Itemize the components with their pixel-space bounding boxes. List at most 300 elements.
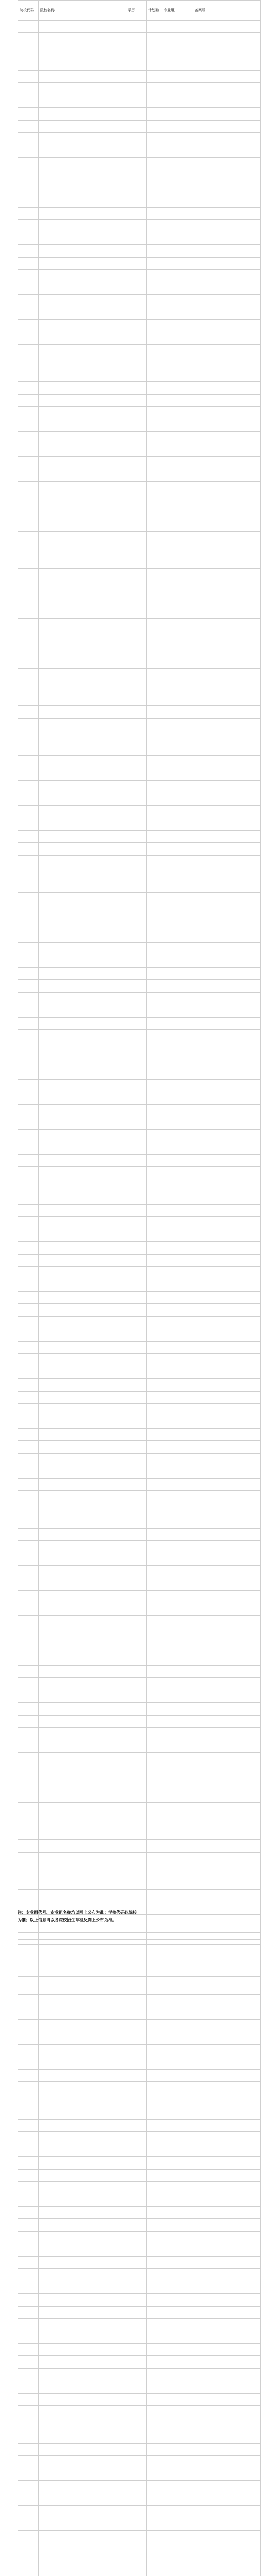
table-cell — [126, 132, 147, 145]
table-cell — [126, 1304, 147, 1316]
table-row — [18, 282, 261, 294]
table-cell — [162, 1753, 193, 1765]
table-cell — [147, 2493, 162, 2505]
table-cell — [39, 120, 126, 132]
college-table-top — [18, 0, 260, 1977]
table-cell — [162, 2468, 193, 2481]
table-row — [18, 2381, 261, 2393]
table-cell — [18, 706, 39, 718]
table-cell — [126, 369, 147, 382]
table-cell — [162, 2505, 193, 2518]
table-cell — [147, 743, 162, 755]
table-cell — [126, 1516, 147, 1528]
table-cell — [193, 382, 261, 394]
table-cell — [39, 21, 126, 33]
table-cell — [126, 1055, 147, 1067]
table-cell — [39, 2306, 126, 2318]
table-cell — [18, 1970, 39, 1982]
table-cell — [147, 2020, 162, 2032]
table-cell — [39, 2468, 126, 2481]
table-row — [18, 1453, 261, 1466]
table-cell — [147, 1957, 162, 1970]
table-cell — [39, 2331, 126, 2344]
table-cell — [126, 619, 147, 631]
table-cell — [39, 893, 126, 905]
table-cell — [193, 1566, 261, 1578]
table-cell — [39, 1329, 126, 1341]
table-cell — [39, 2455, 126, 2468]
table-cell — [162, 1957, 193, 1970]
table-cell — [162, 2244, 193, 2256]
table-row — [18, 1765, 261, 1777]
table-cell — [162, 170, 193, 182]
table-row — [18, 307, 261, 319]
table-cell — [126, 2493, 147, 2505]
table-cell — [39, 2269, 126, 2281]
table-cell — [39, 1827, 126, 1840]
table-cell — [147, 170, 162, 182]
table-cell — [193, 1129, 261, 1142]
table-cell — [126, 1865, 147, 1877]
table-cell — [18, 1167, 39, 1179]
table-cell — [147, 1827, 162, 1840]
table-cell — [147, 45, 162, 58]
table-cell — [147, 120, 162, 132]
college-table-bottom — [18, 1932, 261, 2576]
table-cell — [162, 182, 193, 195]
table-cell — [147, 2294, 162, 2306]
table-row — [18, 506, 261, 519]
table-cell — [18, 880, 39, 892]
table-row — [18, 1179, 261, 1192]
table-cell — [39, 1254, 126, 1266]
table-cell — [18, 1055, 39, 1067]
table-cell — [193, 1117, 261, 1129]
table-cell — [39, 2493, 126, 2505]
table-row — [18, 855, 261, 868]
table-cell — [126, 1329, 147, 1341]
table-cell — [162, 1540, 193, 1553]
table-cell — [193, 2244, 261, 2256]
table-cell — [39, 207, 126, 219]
table-cell — [126, 2007, 147, 2020]
table-cell — [162, 1727, 193, 1740]
table-row — [18, 1665, 261, 1677]
table-cell — [147, 469, 162, 481]
table-row — [18, 432, 261, 444]
table-row — [18, 70, 261, 82]
table-cell — [162, 1994, 193, 2007]
table-row — [18, 1957, 261, 1970]
table-cell — [39, 2070, 126, 2082]
table-cell — [147, 955, 162, 968]
table-cell — [126, 768, 147, 781]
table-cell — [193, 668, 261, 681]
table-cell — [39, 992, 126, 1005]
table-cell — [39, 344, 126, 357]
table-cell — [162, 1616, 193, 1628]
table-cell — [18, 1503, 39, 1516]
table-cell — [162, 406, 193, 419]
table-row — [18, 1354, 261, 1366]
table-cell — [39, 718, 126, 731]
table-cell — [18, 1827, 39, 1840]
table-cell — [18, 1067, 39, 1079]
table-cell — [39, 269, 126, 282]
table-cell — [39, 1840, 126, 1852]
table-cell — [147, 918, 162, 930]
table-row — [18, 1167, 261, 1179]
table-cell — [126, 2157, 147, 2169]
table-cell — [162, 1790, 193, 1802]
table-cell — [18, 992, 39, 1005]
table-cell — [162, 992, 193, 1005]
table-cell — [126, 1553, 147, 1566]
table-cell — [18, 2194, 39, 2206]
table-cell — [126, 2431, 147, 2443]
table-cell — [18, 494, 39, 506]
table-cell — [162, 1441, 193, 1453]
table-cell — [39, 419, 126, 432]
table-cell — [126, 282, 147, 294]
table-row — [18, 681, 261, 693]
table-cell — [126, 818, 147, 831]
table-cell — [193, 2181, 261, 2194]
table-row — [18, 2406, 261, 2418]
table-cell — [18, 556, 39, 569]
table-cell — [39, 544, 126, 556]
table-row — [18, 569, 261, 581]
table-cell — [147, 2181, 162, 2194]
table-cell — [147, 1994, 162, 2007]
table-cell — [39, 1466, 126, 1478]
table-cell — [193, 120, 261, 132]
table-cell — [147, 2431, 162, 2443]
table-cell — [162, 1005, 193, 1017]
table-row — [18, 2119, 261, 2131]
table-cell — [162, 1403, 193, 1416]
table-row — [18, 781, 261, 793]
table-cell — [147, 456, 162, 469]
table-row — [18, 1616, 261, 1628]
table-cell — [147, 2119, 162, 2131]
table-row — [18, 2368, 261, 2381]
table-cell — [18, 21, 39, 33]
table-cell — [126, 1391, 147, 1403]
table-cell — [39, 1690, 126, 1703]
table-cell — [18, 1777, 39, 1790]
table-cell — [162, 2007, 193, 2020]
table-cell — [162, 2368, 193, 2381]
table-cell — [39, 756, 126, 768]
table-row — [18, 1945, 261, 1957]
table-cell — [193, 2294, 261, 2306]
table-cell — [193, 295, 261, 307]
table-cell — [18, 220, 39, 232]
table-cell — [126, 643, 147, 656]
table-cell — [126, 2294, 147, 2306]
table-cell — [162, 544, 193, 556]
table-cell — [39, 1429, 126, 1441]
table-cell — [126, 1042, 147, 1055]
table-cell — [18, 2219, 39, 2231]
table-cell — [193, 2269, 261, 2281]
table-cell — [126, 2281, 147, 2294]
table-cell — [193, 1379, 261, 1391]
table-cell — [18, 1566, 39, 1578]
table-cell — [147, 2194, 162, 2206]
table-cell — [126, 1079, 147, 1092]
table-cell — [193, 58, 261, 70]
table-cell — [126, 1628, 147, 1640]
table-cell — [126, 406, 147, 419]
table-cell — [39, 1279, 126, 1291]
table-cell — [18, 1018, 39, 1030]
table-cell — [147, 619, 162, 631]
table-cell — [18, 1578, 39, 1590]
table-row — [18, 805, 261, 818]
table-cell — [39, 942, 126, 955]
table-cell — [193, 1030, 261, 1042]
table-cell — [126, 668, 147, 681]
table-row — [18, 992, 261, 1005]
table-cell — [39, 905, 126, 918]
table-cell — [193, 1279, 261, 1291]
table-cell — [39, 1777, 126, 1790]
table-cell — [162, 1067, 193, 1079]
table-cell — [18, 2082, 39, 2094]
table-cell — [147, 1840, 162, 1852]
table-cell — [147, 631, 162, 643]
table-cell — [126, 1254, 147, 1266]
table-cell — [162, 506, 193, 519]
table-cell — [193, 805, 261, 818]
table-cell — [126, 594, 147, 606]
table-cell — [18, 1217, 39, 1229]
table-cell — [193, 2119, 261, 2131]
table-cell — [39, 1167, 126, 1179]
table-cell — [162, 980, 193, 992]
table-cell — [126, 1229, 147, 1242]
table-row — [18, 718, 261, 731]
table-cell — [39, 1982, 126, 1994]
table-cell — [18, 1703, 39, 1715]
table-row — [18, 2207, 261, 2219]
table-cell — [162, 1316, 193, 1329]
table-row — [18, 2169, 261, 2181]
table-cell — [162, 1329, 193, 1341]
table-cell — [193, 1540, 261, 1553]
table-cell — [193, 2231, 261, 2244]
table-cell — [126, 955, 147, 968]
table-cell — [126, 1777, 147, 1790]
table-cell — [18, 108, 39, 120]
table-cell — [18, 432, 39, 444]
table-cell — [18, 1765, 39, 1777]
table-cell — [147, 1790, 162, 1802]
table-cell — [147, 1005, 162, 1017]
table-cell — [126, 1478, 147, 1490]
table-cell — [18, 2032, 39, 2044]
table-cell — [193, 2568, 261, 2576]
table-cell — [18, 2107, 39, 2119]
table-cell — [162, 33, 193, 45]
table-cell — [162, 1304, 193, 1316]
table-cell — [126, 1578, 147, 1590]
table-cell — [193, 681, 261, 693]
table-cell — [126, 2344, 147, 2356]
table-cell — [147, 1292, 162, 1304]
table-cell — [126, 1341, 147, 1353]
table-cell — [39, 2094, 126, 2107]
table-cell — [126, 1155, 147, 1167]
table-cell — [162, 95, 193, 108]
table-cell — [162, 1042, 193, 1055]
table-cell — [147, 207, 162, 219]
table-cell — [147, 1703, 162, 1715]
table-cell — [18, 1877, 39, 1889]
table-cell — [162, 1466, 193, 1478]
table-row — [18, 1379, 261, 1391]
table-row — [18, 2269, 261, 2281]
table-cell — [18, 1616, 39, 1628]
table-cell — [147, 1945, 162, 1957]
table-cell — [147, 419, 162, 432]
table-row — [18, 394, 261, 406]
table-cell — [18, 1540, 39, 1553]
table-row — [18, 108, 261, 120]
table-row — [18, 1217, 261, 1229]
table-cell — [18, 1354, 39, 1366]
table-cell — [18, 444, 39, 456]
table-cell — [39, 2368, 126, 2381]
table-cell — [18, 1890, 39, 1902]
table-cell — [162, 2181, 193, 2194]
table-cell — [126, 444, 147, 456]
table-cell — [18, 1316, 39, 1329]
table-cell — [162, 843, 193, 855]
table-cell — [126, 556, 147, 569]
table-cell — [162, 1478, 193, 1490]
table-cell — [147, 706, 162, 718]
table-cell — [147, 1740, 162, 1752]
table-cell — [147, 544, 162, 556]
table-cell — [126, 2231, 147, 2244]
table-row — [18, 2543, 261, 2555]
table-cell — [126, 108, 147, 120]
table-cell — [193, 1970, 261, 1982]
table-cell — [162, 481, 193, 494]
table-cell — [39, 494, 126, 506]
table-cell — [147, 2132, 162, 2144]
table-cell — [18, 145, 39, 157]
table-cell — [162, 1933, 193, 1945]
table-cell — [193, 357, 261, 369]
table-row — [18, 2281, 261, 2294]
table-cell — [162, 120, 193, 132]
table-cell — [39, 469, 126, 481]
table-cell — [147, 681, 162, 693]
table-cell — [126, 1677, 147, 1690]
table-row — [18, 1690, 261, 1703]
table-cell — [193, 1254, 261, 1266]
table-cell — [126, 2393, 147, 2405]
table-cell — [39, 1566, 126, 1578]
table-cell — [147, 1516, 162, 1528]
table-cell — [126, 481, 147, 494]
table-cell — [18, 2568, 39, 2576]
table-cell — [193, 768, 261, 781]
table-cell — [147, 2306, 162, 2318]
table-cell — [39, 2207, 126, 2219]
table-cell — [162, 743, 193, 755]
table-cell — [193, 432, 261, 444]
table-cell — [162, 1703, 193, 1715]
table-cell — [147, 2331, 162, 2344]
table-cell — [18, 419, 39, 432]
table-cell — [18, 1740, 39, 1752]
table-cell — [147, 2044, 162, 2057]
table-cell — [147, 2157, 162, 2169]
table-cell — [18, 158, 39, 170]
table-row — [18, 1727, 261, 1740]
table-cell — [162, 132, 193, 145]
table-cell — [147, 1890, 162, 1902]
table-row — [18, 332, 261, 344]
table-cell — [162, 1217, 193, 1229]
table-cell — [193, 2169, 261, 2181]
table-row — [18, 893, 261, 905]
table-row — [18, 1840, 261, 1852]
table-cell — [193, 643, 261, 656]
table-cell — [193, 992, 261, 1005]
table-cell — [147, 269, 162, 282]
table-row — [18, 2294, 261, 2306]
table-cell — [162, 1292, 193, 1304]
table-cell — [162, 1167, 193, 1179]
table-cell — [18, 1329, 39, 1341]
table-cell — [162, 1982, 193, 1994]
table-cell — [193, 1753, 261, 1765]
table-cell — [126, 1491, 147, 1503]
table-cell — [193, 232, 261, 245]
table-cell — [18, 693, 39, 706]
table-cell — [18, 781, 39, 793]
table-cell — [126, 45, 147, 58]
table-row — [18, 756, 261, 768]
table-cell — [147, 1553, 162, 1566]
table-row — [18, 1982, 261, 1994]
table-cell — [147, 893, 162, 905]
table-cell — [18, 257, 39, 269]
table-cell — [126, 1703, 147, 1715]
table-cell — [193, 33, 261, 45]
table-cell — [162, 1379, 193, 1391]
table-cell — [39, 2418, 126, 2431]
table-cell — [39, 1790, 126, 1802]
table-cell — [18, 1155, 39, 1167]
table-cell — [126, 2119, 147, 2131]
table-cell — [162, 2568, 193, 2576]
table-cell — [147, 606, 162, 618]
table-cell — [162, 45, 193, 58]
table-row — [18, 220, 261, 232]
table-cell — [39, 2505, 126, 2518]
table-cell — [162, 880, 193, 892]
table-cell — [147, 2555, 162, 2568]
table-cell — [162, 82, 193, 95]
table-cell — [18, 1341, 39, 1353]
